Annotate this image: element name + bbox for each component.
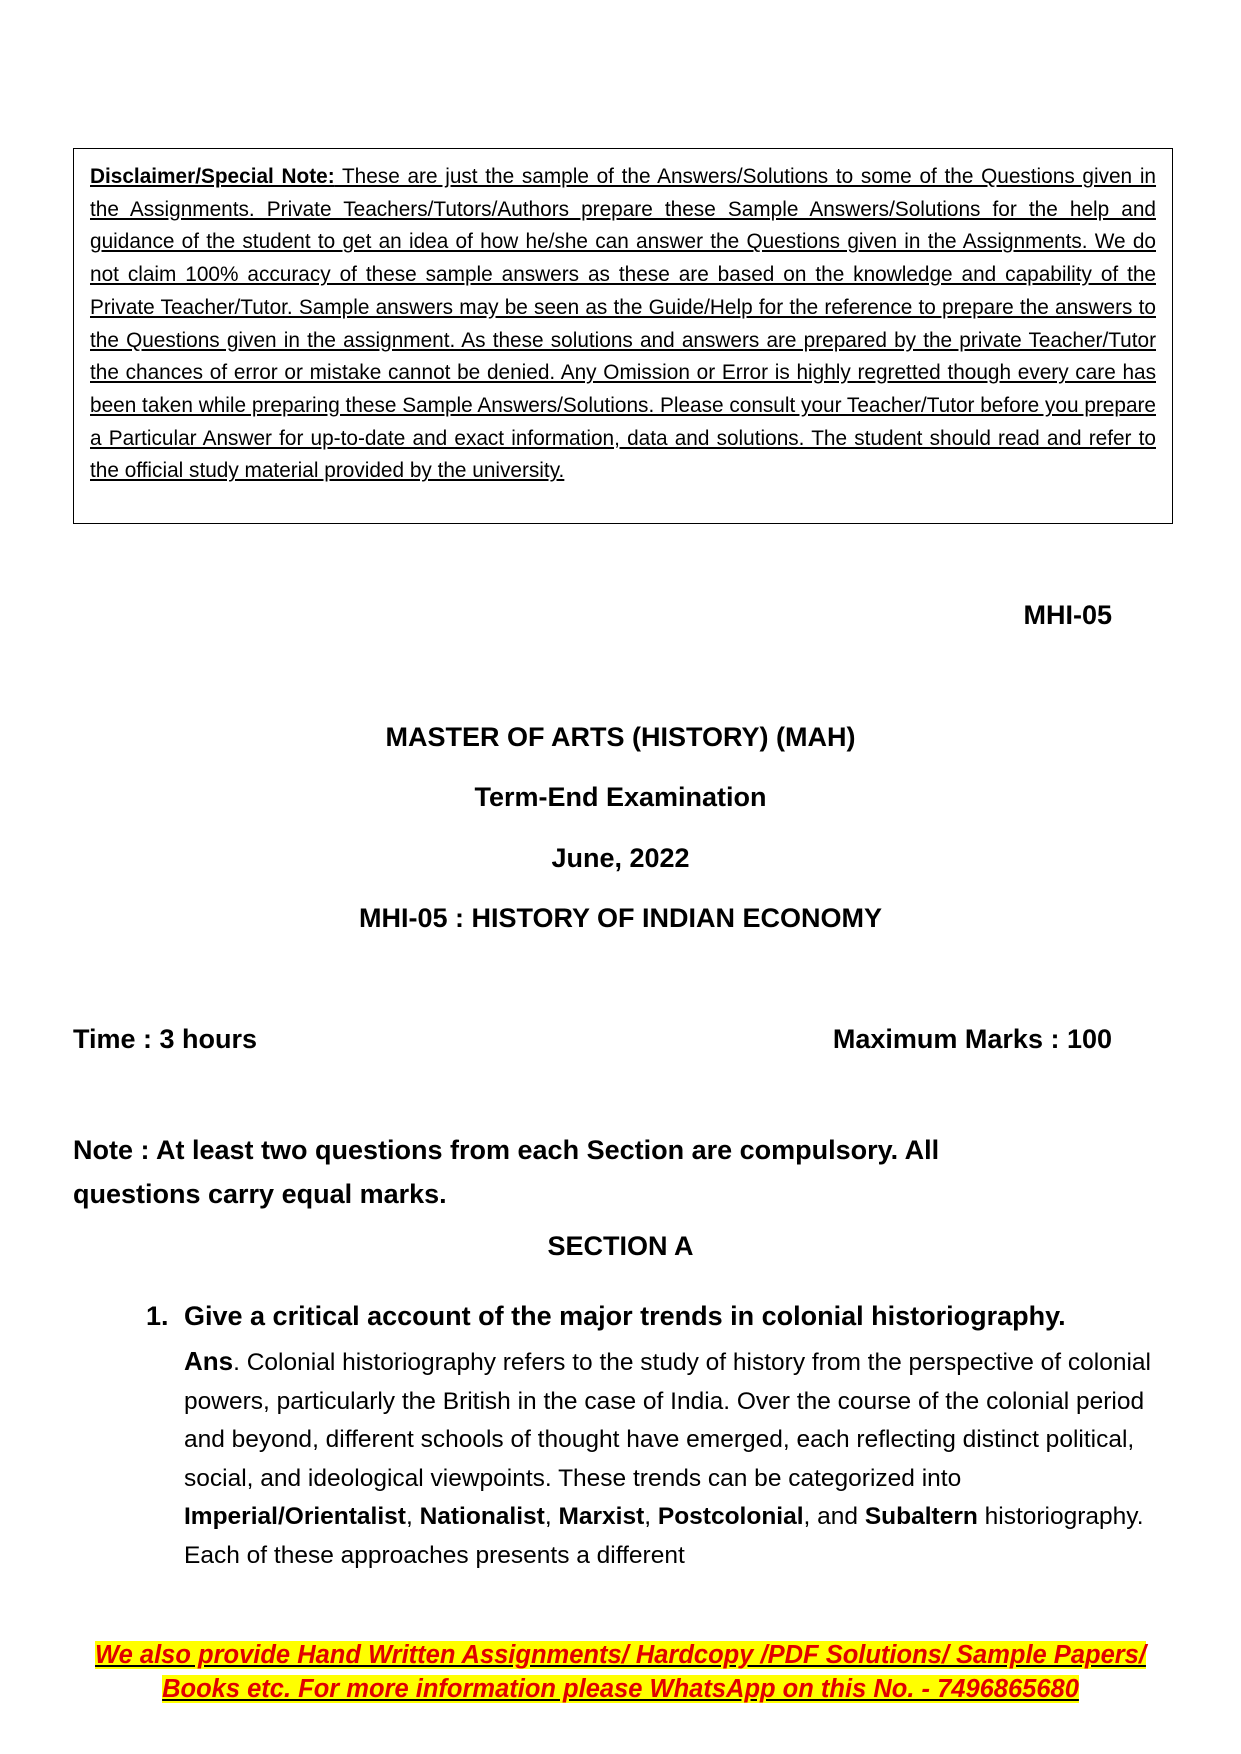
answer-text: , and — [803, 1503, 865, 1530]
max-marks: Maximum Marks : 100 — [832, 1024, 1112, 1054]
promo-line-2: Books etc. For more information please WhatsApp on this No. - 7496865680 — [162, 1675, 1079, 1703]
answer-paragraph — [184, 1342, 1164, 1575]
answer-label: Ans — [184, 1346, 234, 1376]
answer-text: historiography. Each of these approaches presents a different — [184, 1503, 1144, 1569]
promo-banner — [0, 1638, 1241, 1706]
exam-title: Term-End Examination — [474, 782, 767, 812]
disclaimer-label: Disclaimer/Special Note: — [90, 165, 335, 188]
answer-text: . Colonial historiography refers to the study of history from the perspective of colonial powers, particularly the British in the case of India. Over the course of the colonial period and beyond, different schools of thought have emerged, each reflecting distinct political, social, and ideological viewpoints. These trends can be categorized into — [184, 1349, 1151, 1492]
paper-code: MHI-05 — [1023, 600, 1112, 630]
answer-term: Marxist — [558, 1503, 645, 1530]
question-number: 1. — [146, 1301, 169, 1331]
answer-text: , — [544, 1503, 559, 1530]
answer-term: Imperial/Orientalist — [184, 1503, 406, 1530]
answer-text: , — [405, 1503, 420, 1530]
disclaimer-box — [73, 148, 1173, 524]
answer-term: Nationalist — [419, 1503, 545, 1530]
answer-term: Subaltern — [864, 1503, 978, 1530]
answer-text: , — [644, 1503, 658, 1530]
exam-time: Time : 3 hours — [73, 1024, 258, 1054]
section-heading: SECTION A — [547, 1231, 694, 1261]
question-text: Give a critical account of the major trends in colonial historiography. — [184, 1301, 1066, 1331]
answer-term: Postcolonial — [657, 1503, 804, 1530]
disclaimer-body: These are just the sample of the Answers/Solutions to some of the Questions given in the Assignments. Private Teachers/Tutors/Authors prepare these Sample Answers/Solutions for the help and guidance of the student to get an idea of how he/she can answer the Questions given in the Assignments. We do not claim 100% accuracy of these sample answers as these are based on the knowledge and capability of the Private Teacher/Tutor. Sample answers may be seen as the Guide/Help for the reference to prepare the answers to the Questions given in the assignment. As these solutions and answers are prepared by the private Teacher/Tutor the chances of error or mistake cannot be denied. Any Omission or Error is highly regretted though every care has been taken while preparing these Sample Answers/Solutions. Please consult your Teacher/Tutor before you prepare a Particular Answer for up-to-date and exact information, data and solutions. The student should read and refer to the official study material provided by the university. — [90, 165, 1157, 483]
programme-title: MASTER OF ARTS (HISTORY) (MAH) — [385, 722, 856, 752]
exam-note: Note : At least two questions from each Section are compulsory. All questions carry equal marks. — [73, 1135, 940, 1209]
disclaimer-text — [90, 161, 1156, 488]
course-title: MHI-05 : HISTORY OF INDIAN ECONOMY — [358, 903, 883, 933]
exam-session: June, 2022 — [551, 843, 690, 873]
promo-line-1: We also provide Hand Written Assignments/ Hardcopy /PDF Solutions/ Sample Papers/ — [95, 1641, 1146, 1669]
